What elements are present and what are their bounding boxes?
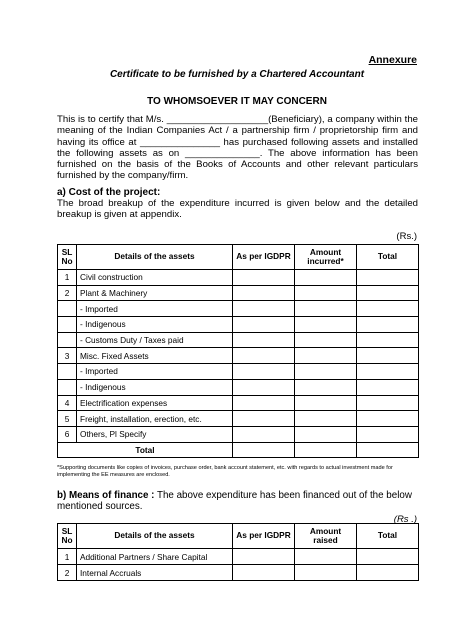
table-row: [58, 317, 419, 333]
table-row: [58, 379, 419, 395]
cell-igdpr[interactable]: [233, 364, 295, 380]
document-heading: TO WHOMSOEVER IT MAY CONCERN: [147, 96, 327, 107]
cell-igdpr[interactable]: [233, 301, 295, 317]
cell-amount[interactable]: [295, 332, 357, 348]
cell-total[interactable]: [357, 549, 419, 565]
row-sl: [58, 332, 77, 348]
header-total: Total: [357, 524, 419, 549]
certification-paragraph: This is to certify that M/s. ___________________(Beneficiary), a company within the meaning of the Indian Companies Act / a partnership firm / proprietorship firm and having its office at _______________ has purchased following assets and installed the following assets as on ______________. The above information has been furnished on the basis of the Books of Accounts and other relevant particulars furnished by the company/firm.: [57, 114, 418, 182]
cell-total[interactable]: [357, 426, 419, 442]
cell-igdpr[interactable]: [233, 270, 295, 286]
total-igdpr[interactable]: [233, 442, 295, 458]
cell-amount[interactable]: [295, 317, 357, 333]
cell-total[interactable]: [357, 317, 419, 333]
row-sl: 1: [58, 549, 77, 565]
row-detail: Misc. Fixed Assets: [77, 348, 233, 364]
cell-amount[interactable]: [295, 395, 357, 411]
row-sl: [58, 364, 77, 380]
table-row: [58, 565, 419, 581]
cell-igdpr[interactable]: [233, 285, 295, 301]
row-detail: Freight, installation, erection, etc.: [77, 411, 233, 427]
section-b-text: The above expenditure has been financed out of the below mentioned sources.: [57, 490, 412, 513]
cell-total[interactable]: [357, 395, 419, 411]
header-details: Details of the assets: [77, 524, 233, 549]
row-detail: Internal Accruals: [77, 565, 233, 581]
header-as-per-igdpr: As per IGDPR: [233, 245, 295, 270]
row-detail: Additional Partners / Share Capital: [77, 549, 233, 565]
cell-igdpr[interactable]: [233, 317, 295, 333]
cell-total[interactable]: [357, 411, 419, 427]
header-sl-no: SL No: [58, 524, 77, 549]
total-label: Total: [58, 442, 233, 458]
table-row: [58, 411, 419, 427]
cell-total[interactable]: [357, 270, 419, 286]
total-total[interactable]: [357, 442, 419, 458]
cell-total[interactable]: [357, 379, 419, 395]
cell-amount[interactable]: [295, 348, 357, 364]
cell-igdpr[interactable]: [233, 379, 295, 395]
row-sl: [58, 317, 77, 333]
header-total: Total: [357, 245, 419, 270]
cell-amount[interactable]: [295, 549, 357, 565]
cell-amount[interactable]: [295, 301, 357, 317]
row-detail: Electrification expenses: [77, 395, 233, 411]
table-row: [58, 301, 419, 317]
annexure-label: Annexure: [368, 54, 417, 66]
cell-total[interactable]: [357, 348, 419, 364]
cell-igdpr[interactable]: [233, 332, 295, 348]
row-sl: [58, 379, 77, 395]
cell-total[interactable]: [357, 285, 419, 301]
cost-of-project-table: [57, 244, 419, 458]
cell-amount[interactable]: [295, 270, 357, 286]
cell-amount[interactable]: [295, 426, 357, 442]
row-detail: - Imported: [77, 364, 233, 380]
table-header-row: [58, 245, 419, 270]
row-detail: - Customs Duty / Taxes paid: [77, 332, 233, 348]
total-amount[interactable]: [295, 442, 357, 458]
row-sl: 2: [58, 285, 77, 301]
cell-total[interactable]: [357, 332, 419, 348]
means-of-finance-table: [57, 523, 419, 581]
certificate-title: Certificate to be furnished by a Chartered Accountant: [109, 69, 365, 80]
row-sl: [58, 301, 77, 317]
cell-igdpr[interactable]: [233, 411, 295, 427]
row-detail: - Indigenous: [77, 379, 233, 395]
cell-igdpr[interactable]: [233, 565, 295, 581]
total-row: [58, 442, 419, 458]
row-sl: 3: [58, 348, 77, 364]
table-header-row: [58, 524, 419, 549]
row-sl: 6: [58, 426, 77, 442]
row-detail: - Imported: [77, 301, 233, 317]
table-row: [58, 270, 419, 286]
cell-igdpr[interactable]: [233, 549, 295, 565]
row-sl: 1: [58, 270, 77, 286]
section-b-currency-note: (Rs .): [393, 514, 417, 525]
section-a-text: The broad breakup of the expenditure incurred is given below and the detailed breakup is given at appendix.: [57, 198, 418, 221]
header-as-per-igdpr: As per IGDPR: [233, 524, 295, 549]
cell-amount[interactable]: [295, 364, 357, 380]
row-detail: Civil construction: [77, 270, 233, 286]
section-a-heading: a) Cost of the project:: [57, 187, 161, 198]
table-row: [58, 332, 419, 348]
header-sl-no: SL No: [58, 245, 77, 270]
cell-total[interactable]: [357, 301, 419, 317]
table-row: [58, 426, 419, 442]
cell-amount[interactable]: [295, 285, 357, 301]
table-row: [58, 549, 419, 565]
row-detail: Others, Pl Specify: [77, 426, 233, 442]
row-detail: Plant & Machinery: [77, 285, 233, 301]
table-row: [58, 395, 419, 411]
section-b-paragraph: [57, 490, 418, 513]
row-sl: 4: [58, 395, 77, 411]
section-a-currency-note: (Rs.): [396, 231, 417, 242]
cell-igdpr[interactable]: [233, 348, 295, 364]
cell-total[interactable]: [357, 565, 419, 581]
supporting-documents-footnote: *Supporting documents like copies of invoices, purchase order, bank account statement, etc. with regards to actual investment made for implementing the EE measures are enclosed.: [57, 465, 393, 478]
table-row: [58, 285, 419, 301]
cell-amount[interactable]: [295, 379, 357, 395]
cell-total[interactable]: [357, 364, 419, 380]
cell-igdpr[interactable]: [233, 426, 295, 442]
row-detail: - Indigenous: [77, 317, 233, 333]
table-row: [58, 348, 419, 364]
section-b-heading: b) Means of finance :: [57, 490, 155, 501]
header-amount-raised: Amount raised: [295, 524, 357, 549]
row-sl: 2: [58, 565, 77, 581]
cell-amount[interactable]: [295, 565, 357, 581]
header-amount-incurred: Amount incurred*: [295, 245, 357, 270]
header-details: Details of the assets: [77, 245, 233, 270]
cell-igdpr[interactable]: [233, 395, 295, 411]
table-row: [58, 364, 419, 380]
row-sl: 5: [58, 411, 77, 427]
cell-amount[interactable]: [295, 411, 357, 427]
